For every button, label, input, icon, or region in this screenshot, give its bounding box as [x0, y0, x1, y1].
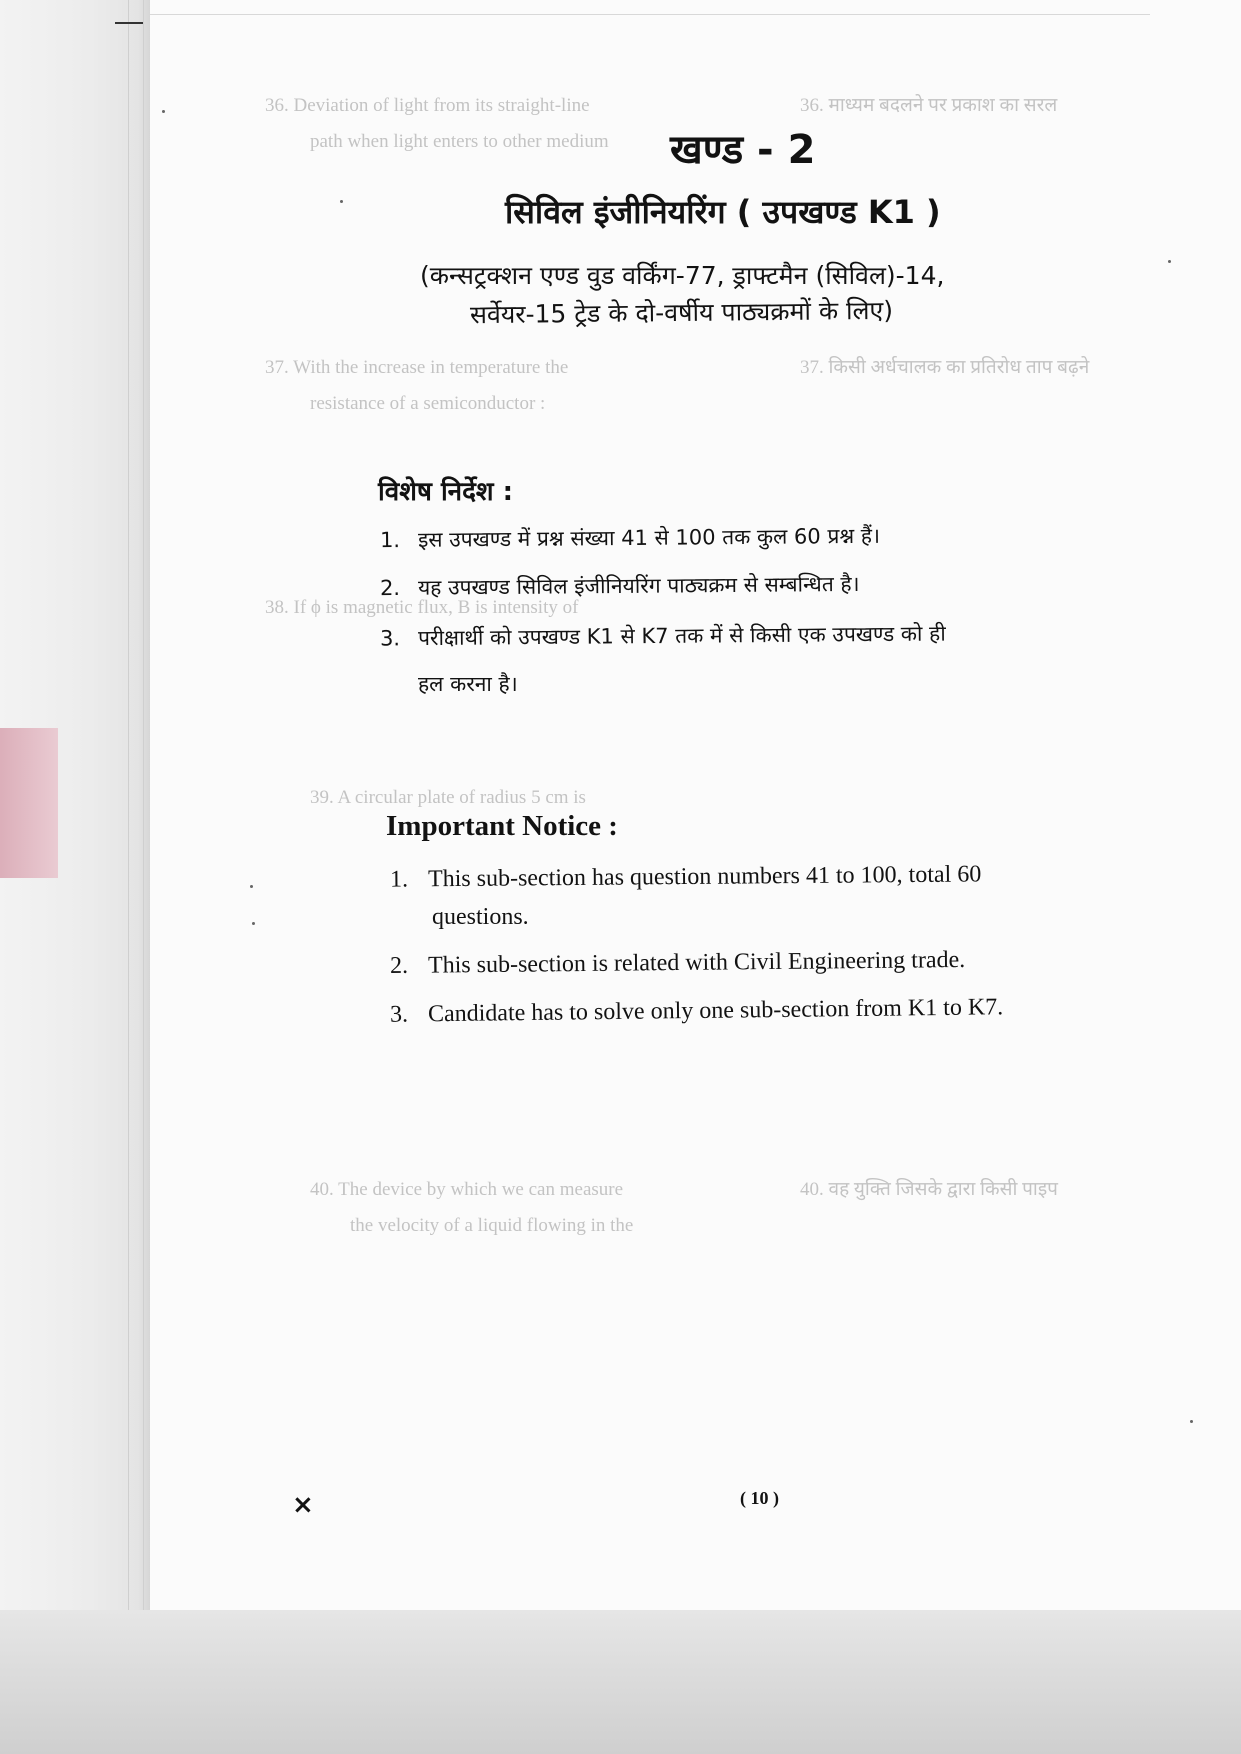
- section-title: खण्ड - 2: [670, 127, 816, 173]
- bleed-through-text: 40. The device by which we can measure: [310, 1179, 624, 1200]
- list-item: [390, 861, 981, 893]
- important-notice-heading: Important Notice :: [386, 810, 618, 842]
- item-text: This sub-section has question numbers 41 to 100, total 60: [427, 861, 982, 893]
- item-text-continuation: हल करना है।: [418, 672, 518, 696]
- bleed-through-text: 38. If ϕ is magnetic flux, B is intensity of: [265, 597, 579, 618]
- item-number: 2.: [389, 952, 409, 980]
- bleed-through-text: 39. A circular plate of radius 5 cm is: [310, 787, 586, 808]
- bleed-through-text: the velocity of a liquid flowing in the: [350, 1215, 634, 1236]
- item-text: Candidate has to solve only one sub-section from K1 to K7.: [427, 994, 1004, 1028]
- page-number: ( 10 ): [740, 1488, 779, 1508]
- item-number: 3.: [389, 1001, 409, 1028]
- bleed-through-text: 37. किसी अर्धचालक का प्रतिरोध ताप बढ़ने: [800, 357, 1090, 378]
- trades-line: (कन्सट्रक्शन एण्ड वुड वर्किंग-77, ड्राफ्टमैन (सिविल)-14,: [420, 261, 945, 290]
- bleed-through-text: 36. Deviation of light from its straight-line: [265, 95, 590, 116]
- bleed-through-text: resistance of a semiconductor :: [310, 393, 546, 414]
- item-text: परीक्षार्थी को उपखण्ड K1 से K7 तक में से किसी एक उपखण्ड को ही: [417, 621, 946, 651]
- scanner-background: [0, 1610, 1241, 1754]
- hindi-instructions-heading: विशेष निर्देश :: [378, 477, 514, 507]
- item-text: इस उपखण्ड में प्रश्न संख्या 41 से 100 तक कुल 60 प्रश्न हैं।: [417, 523, 881, 552]
- trades-line: सर्वेयर-15 ट्रेड के दो-वर्षीय पाठ्यक्रमों के लिए): [469, 295, 894, 330]
- item-text-continuation: questions.: [432, 904, 529, 930]
- item-number: 3.: [379, 626, 401, 651]
- item-text: This sub-section is related with Civil Engineering trade.: [427, 946, 966, 979]
- item-number: 1.: [389, 866, 409, 893]
- item-number: 2.: [379, 575, 401, 601]
- item-text: यह उपखण्ड सिविल इंजीनियरिंग पाठ्यक्रम से सम्बन्धित है।: [417, 571, 860, 600]
- item-number: 1.: [379, 528, 401, 553]
- bleed-through-text: 40. वह युक्ति जिसके द्वारा किसी पाइप: [800, 1179, 1058, 1200]
- list-item: [380, 570, 860, 602]
- subsection-title: सिविल इंजीनियरिंग ( उपखण्ड K1 ): [505, 193, 941, 231]
- bleed-through-text: 36. माध्यम बदलने पर प्रकाश का सरल: [800, 95, 1058, 116]
- bleed-through-text: 37. With the increase in temperature the: [265, 357, 569, 378]
- list-item: [380, 620, 946, 653]
- list-item: [390, 994, 1004, 1028]
- bleed-through-text: path when light enters to other medium: [310, 131, 609, 152]
- cross-mark: ×: [292, 1490, 314, 1520]
- list-item: [380, 522, 880, 554]
- list-item: [390, 947, 965, 980]
